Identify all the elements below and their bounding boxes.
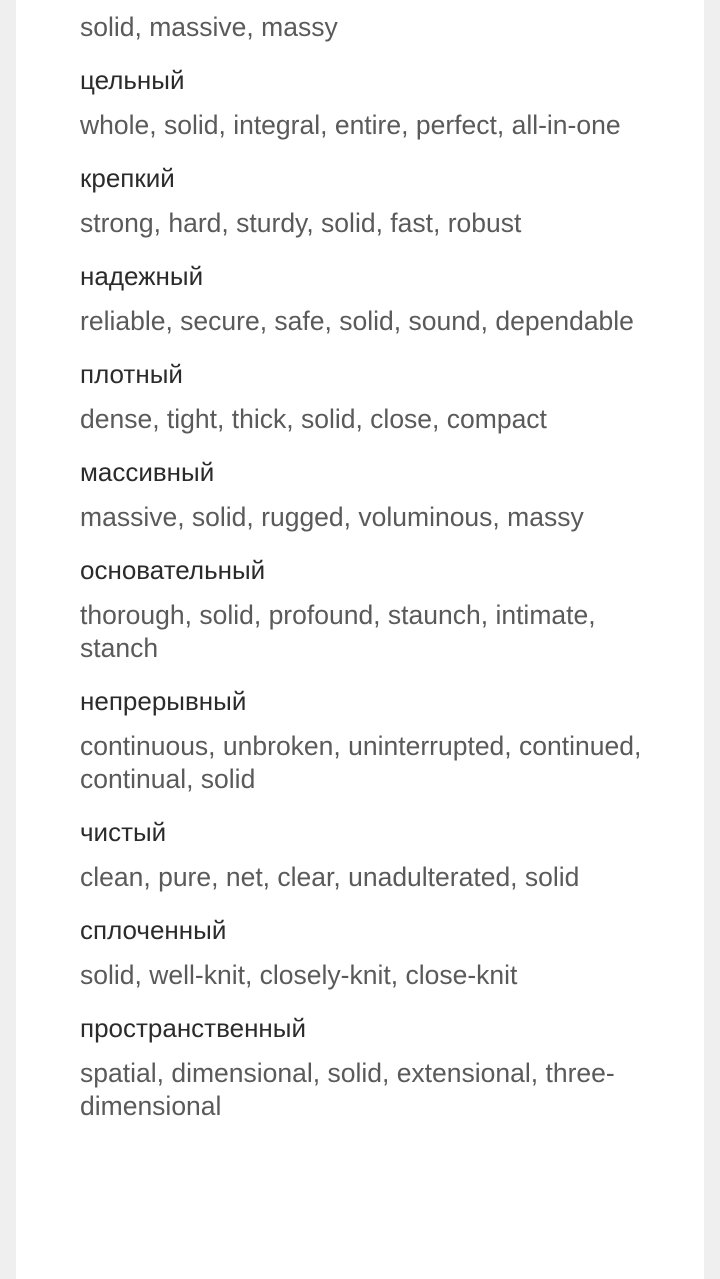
russian-word: крепкий bbox=[80, 163, 175, 193]
list-item[interactable] bbox=[80, 1003, 680, 1123]
translations-text: dense, tight, thick, solid, close, compact bbox=[80, 404, 547, 434]
russian-word: плотный bbox=[80, 359, 183, 389]
list-item bbox=[80, 11, 680, 44]
translations-text: reliable, secure, safe, solid, sound, dependable bbox=[80, 306, 634, 336]
translations-text: thorough, solid, profound, staunch, intimate, stanch bbox=[80, 600, 596, 663]
list-item[interactable] bbox=[80, 153, 680, 240]
translation-list bbox=[80, 8, 680, 1134]
russian-word: надежный bbox=[80, 261, 204, 291]
list-item[interactable] bbox=[80, 676, 680, 796]
russian-word: пространственный bbox=[80, 1013, 307, 1043]
translations-text: strong, hard, sturdy, solid, fast, robust bbox=[80, 208, 522, 238]
translations-card bbox=[16, 0, 704, 1279]
russian-word: основательный bbox=[80, 555, 266, 585]
list-item[interactable] bbox=[80, 447, 680, 534]
translations-text: continuous, unbroken, uninterrupted, continued, continual, solid bbox=[80, 731, 642, 794]
translations-text: whole, solid, integral, entire, perfect, all-in-one bbox=[80, 110, 621, 140]
russian-word: чистый bbox=[80, 817, 167, 847]
translations-text: solid, massive, massy bbox=[80, 12, 338, 42]
list-item[interactable] bbox=[80, 545, 680, 665]
list-item[interactable] bbox=[80, 905, 680, 992]
translations-text: spatial, dimensional, solid, extensional, three-dimensional bbox=[80, 1058, 615, 1121]
russian-word: массивный bbox=[80, 457, 215, 487]
translations-text: clean, pure, net, clear, unadulterated, solid bbox=[80, 862, 580, 892]
list-item[interactable] bbox=[80, 251, 680, 338]
list-item[interactable] bbox=[80, 349, 680, 436]
translations-text: solid, well-knit, closely-knit, close-knit bbox=[80, 960, 518, 990]
russian-word: цельный bbox=[80, 65, 185, 95]
translations-text: massive, solid, rugged, voluminous, massy bbox=[80, 502, 584, 532]
list-item[interactable] bbox=[80, 55, 680, 142]
list-item[interactable] bbox=[80, 807, 680, 894]
russian-word: сплоченный bbox=[80, 915, 227, 945]
russian-word: непрерывный bbox=[80, 686, 247, 716]
